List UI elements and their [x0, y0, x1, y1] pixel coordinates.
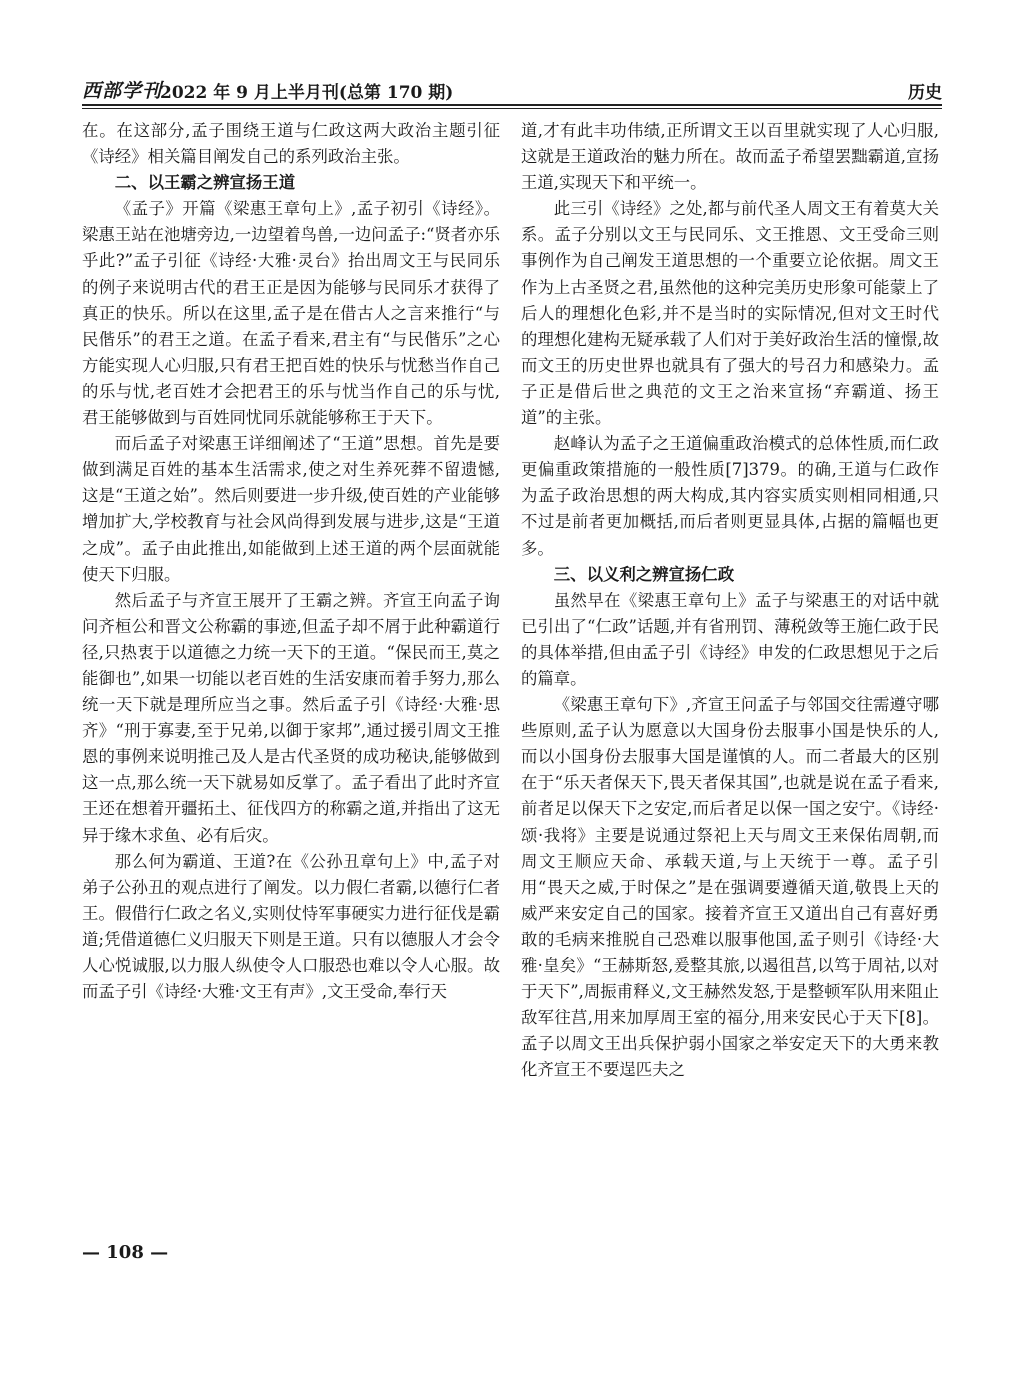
left-column	[82, 118, 500, 1005]
section-name: 历史	[908, 83, 942, 103]
paragraph: 此三引《诗经》之处,都与前代圣人周文王有着莫大关系。孟子分别以文王与民同乐、文王推恩、文王受命三则事例作为自己阐发王道思想的一个重要立论依据。周文王作为上古圣贤之君,虽然他的这种完美历史形象可能蒙上了后人的理想化色彩,并不是当时的实际情况,但对文王时代的理想化建构无疑承载了人们对于美好政治生活的憧憬,故而文王的历史世界也就具有了强大的号召力和感染力。孟子正是借后世之典范的文王之治来宣扬“弃霸道、扬王道”的主张。	[521, 199, 939, 428]
paragraph: 道,才有此丰功伟绩,正所谓文王以百里就实现了人心归服,这就是王道政治的魅力所在。故而孟子希望罢黜霸道,宣扬王道,实现天下和平统一。	[521, 121, 939, 193]
section-heading: 三、以义利之辨宣扬仁政	[553, 564, 735, 584]
header-rule-thin	[82, 108, 942, 109]
paragraph: 在。在这部分,孟子围绕王道与仁政这两大政治主题引征《诗经》相关篇目阐发自己的系列政治主张。	[82, 121, 500, 167]
paragraph: 虽然早在《梁惠王章句上》孟子与梁惠王的对话中就已引出了“仁政”话题,并有省刑罚、薄税敛等王施仁政于民的具体举措,但由孟子引《诗经》申发的仁政思想见于之后的篇章。	[521, 590, 939, 688]
paragraph: 赵峰认为孟子之王道偏重政治模式的总体性质,而仁政更偏重政策措施的一般性质[7]379。的确,王道与仁政作为孟子政治思想的两大构成,其内容实质实则相同相通,只不过是前者更加概括,而后者则更显具体,占据的篇幅也更多。	[521, 434, 939, 558]
paragraph: 《梁惠王章句下》,齐宣王问孟子与邻国交往需遵守哪些原则,孟子认为愿意以大国身份去服事小国是快乐的人,而以小国身份去服事大国是谨慎的人。而二者最大的区别在于“乐天者保天下,畏天者保其国”,也就是说在孟子看来,前者足以保天下之安定,而后者足以保一国之安宁。《诗经·颂·我将》主要是说通过祭祀上天与周文王来保佑周朝,而周文王顺应天命、承载天道,与上天统于一尊。孟子引用“畏天之威,于时保之”是在强调要遵循天道,敬畏上天的威严来安定自己的国家。接着齐宣王又道出自己有喜好勇敢的毛病来推脱自己恐难以服事他国,孟子则引《诗经·大雅·皇矣》“王赫斯怒,爰整其旅,以遏徂莒,以笃于周祜,以对于天下”,周振甫释义,文王赫然发怒,于是整顿军队用来阻止敌军往莒,用来加厚周王室的福分,用来安民心于天下[8]。孟子以周文王出兵保护弱小国家之举安定天下的大勇来教化齐宣王不要逞匹夫之	[521, 695, 939, 1080]
paragraph: 而后孟子对梁惠王详细阐述了“王道”思想。首先是要做到满足百姓的基本生活需求,使之对生养死葬不留遗憾,这是“王道之始”。然后则要进一步升级,使百姓的产业能够增加扩大,学校教育与社会风尚得到发展与进步,这是“王道之成”。孟子由此推出,如能做到上述王道的两个层面就能使天下归服。	[82, 434, 500, 584]
paragraph: 那么何为霸道、王道?在《公孙丑章句上》中,孟子对弟子公孙丑的观点进行了阐发。以力假仁者霸,以德行仁者王。假借行仁政之名义,实则仗恃军事硬实力进行征伐是霸道;凭借道德仁义归服天下则是王道。只有以德服人才会令人心悦诚服,以力服人纵使令人口服恐也难以令人心服。故而孟子引《诗经·大雅·文王有声》,文王受命,奉行天	[82, 851, 500, 1002]
paragraph: 然后孟子与齐宣王展开了王霸之辨。齐宣王向孟子询问齐桓公和晋文公称霸的事迹,但孟子却不屑于此种霸道行径,只热衷于以道德之力统一天下的王道。“保民而王,莫之能御也”,如果一切能以老百姓的生活安康而着手努力,那么统一天下就是理所应当之事。然后孟子引《诗经·大雅·思齐》“刑于寡妻,至于兄弟,以御于家邦”,通过援引周文王推恩的事例来说明推己及人是古代圣贤的成功秘诀,能够做到这一点,那么统一天下就易如反掌了。孟子看出了此时齐宣王还在想着开疆拓土、征伐四方的称霸之道,并指出了这无异于缘木求鱼、必有后灾。	[82, 590, 500, 845]
page-number: — 108 —	[82, 1242, 169, 1263]
issue-info: 2022 年 9 月上半月刊(总第 170 期)	[160, 83, 454, 103]
paragraph: 《孟子》开篇《梁惠王章句上》,孟子初引《诗经》。梁惠王站在池塘旁边,一边望着鸟兽,一边问孟子:“贤者亦乐乎此?”孟子引征《诗经·大雅·灵台》抬出周文王与民同乐的例子来说明古代的君王正是因为能够与民同乐才获得了真正的快乐。所以在这里,孟子是在借古人之言来推行“与民偕乐”的君王之道。在孟子看来,君主有“与民偕乐”之心方能实现人心归服,只有君王把百姓的快乐与忧愁当作自己的乐与忧,老百姓才会把君王的乐与忧当作自己的乐与忧,君王能够做到与百姓同忧同乐就能够称王于天下。	[82, 199, 500, 428]
page-header	[82, 78, 942, 104]
journal-logo: 西部学刊	[82, 80, 163, 102]
right-column	[521, 118, 939, 1083]
section-heading: 二、以王霸之辨宣扬王道	[114, 173, 296, 193]
header-rule	[82, 104, 942, 106]
